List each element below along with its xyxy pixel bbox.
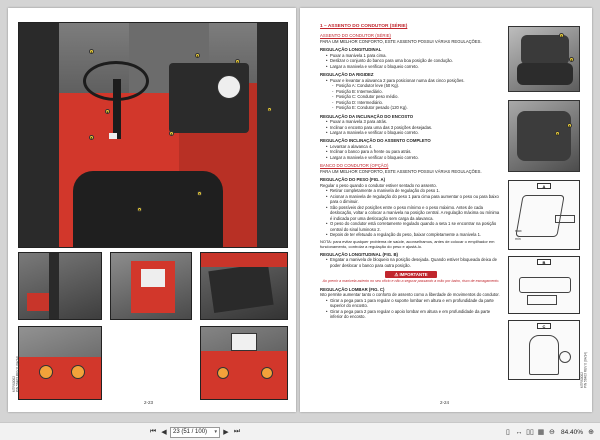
list-item: • Puxar e levantar a alavanca 2 para posicionar numa das cinco posições. [326,78,502,83]
block-list [326,53,502,69]
list-item: • Puxar a manivela 1 para cima. [326,53,502,58]
list-item: • Depois de ter efetuado a regulação do peso, baixar completamente a manivela 1. [326,232,502,237]
detail-photo-3 [200,252,288,320]
block-head: REGULAÇÃO LONGITUDINAL [320,47,382,53]
page-navigation [148,426,242,438]
figure-b [508,256,580,314]
figure-label-c: C [537,323,551,329]
next-page-button[interactable] [221,426,231,438]
detail-photo-5 [200,326,288,400]
callout-9: 9 [106,110,109,114]
list-item: - Posição E: Condutor pesado (120 Kg). [332,105,502,110]
fig-callout-2: 2 [570,58,573,62]
page-number-value: 23 (51 / 100) [173,429,208,435]
long-list [326,257,502,268]
list-item: • Largar a manivela e verificar o bloqueio correto. [326,130,502,135]
warning-text: Ao premir a manivela asiento no seu ofício e não a segurar passando a mão por baixo, risco de esmagamento. [322,278,500,283]
page-number-left: 2-23 [144,400,154,405]
figure-a [508,180,580,250]
zoom-in-icon: ⊕ [588,429,594,436]
sub-list [332,83,502,110]
list-item: • Girar a pega para 1 para regular o suporte lombar em altura e em profundidade da parte superior do encosto. [326,298,502,309]
last-page-icon: ⏭ [233,428,241,435]
two-page-view-button[interactable] [525,426,535,438]
long-head: REGULAÇÃO LONGITUDINAL (FIG. B) [320,251,398,257]
list-item: • Largar a manivela e verificar o bloqueio correto. [326,155,502,160]
seat-photo-2 [508,100,580,172]
callout-3: 3 [196,54,199,58]
side-code-left: MTRS0002 P/N 56403 REV 0 (04/14) [12,355,20,392]
list-item: • Deslizar o conjunto do banco para uma boa posição de condução. [326,58,502,63]
left-page [8,8,296,412]
figure-c [508,320,580,380]
callout-7: 7 [198,192,201,196]
view-tools [503,426,596,438]
subsection-serie: ASSENTO DO CONDUTOR (SÉRIE) [320,33,391,39]
single-page-icon: ▯ [506,429,510,436]
chevron-down-icon: ▼ [213,429,218,434]
lombar-list [326,298,502,320]
zoom-out-icon: ⊖ [549,429,555,436]
list-item: • Levantar a alavanca 4. [326,144,502,149]
callout-6: 6 [90,136,93,140]
right-page [300,8,592,412]
peso-intro: Regular o peso quando o condutor estiver sentado no assento. [320,182,437,188]
list-item: • Inclinar o banco para a frente ou para atrás. [326,149,502,154]
intro-serie: PARA UM MELHOR CONFORTO, ESTE ASSENTO POSSUI VÁRIAS REGULAÇÕES. [320,38,482,44]
list-item: • Retirar completamente a manivela de regulação do peso 1. [326,188,502,193]
callout-1: 1 [90,50,93,54]
subsection-opcao: BANCO DO CONDUTOR (OPÇÃO) [320,163,389,169]
peso-note: NOTA: para evitar qualquer problema de saúde, aconselhamos, antes de colocar o empilhador em funcionamento, controlar a regulação do peso e ajustá-lo. [320,238,495,249]
block-head: REGULAÇÃO DA RIGIDEZ [320,72,374,78]
list-item: • Puxar a manivela 3 para atrás. [326,119,502,124]
list-item: • Engatar a manivela de bloqueio na posição desejada. Quando estiver bloqueada deixa de poder deslocar o banco para outra posição. [326,257,502,268]
callout-4: 4 [170,132,173,136]
zoom-level[interactable]: 84.40% [560,428,583,436]
grid-icon: ▦ [537,429,545,436]
block-list [326,119,502,135]
important-badge: ⚠ IMPORTANTE [385,271,437,278]
block-head: REGULAÇÃO INCLINAÇÃO DO ASSENTO COMPLETO [320,138,431,144]
callout-2: 2 [236,60,239,64]
seat-photo-1 [508,26,580,92]
list-item: - Posição C: Condutor peso médio. [332,94,502,99]
first-page-icon: ⏮ [149,428,157,435]
side-code-right: MTRS0002 P/N 56403 REV 0 (04/14) [579,351,588,388]
single-page-view-button[interactable] [503,426,513,438]
lombar-head: REGULAÇÃO LOMBAR (FIG. C) [320,286,385,292]
list-item: • Girar a pega para 2 para regular o apoio lombar em altura e em profundidade da parte inferior do encosto. [326,309,502,320]
intro-opcao: PARA UM MELHOR CONFORTO, ESTE ASSENTO POSSUI VÁRIAS REGULAÇÕES. [320,168,482,174]
list-item: - Posição A: Condutor leve (50 Kg). [332,83,502,88]
list-item: • Largar a manivela e verificar o bloqueio correto. [326,64,502,69]
list-item: • Acionar a manivela de regulação do peso 1 para cima para aumentar o peso ou para baixo para o diminuir. [326,194,502,205]
list-item: • São possíveis dez posições entre o peso mínimo e o peso máximo. Antes de cada deslocação, voltar a colocar a manivela na posição central. A regulação máxima ou mínima é indicada por uma deslocação sem carga da alavanca. [326,205,502,221]
grid-view-button[interactable] [536,426,546,438]
fig-callout-1: 1 [560,34,563,38]
list-item: • Inclinar o encosto para uma das 3 posições desejadas. [326,125,502,130]
block-list [326,144,502,160]
callout-5: 5 [268,108,271,112]
detail-photo-1 [18,252,102,320]
fit-width-button[interactable] [514,426,524,438]
viewer-toolbar [0,422,600,440]
page-number-right: 2-24 [440,400,450,405]
list-item: - Posição D: Intermediário. [332,100,502,105]
detail-photo-2 [110,252,192,320]
fit-width-icon: ↔ [515,428,523,436]
next-page-icon: ▶ [223,429,229,436]
peso-list [326,188,502,237]
fig-text-min: min [515,237,521,241]
text-column [320,24,502,319]
lombar-intro: Isto permite aumentar tanto o conforto de assento como a liberdade de movimentos do condutor. [320,292,500,298]
zoom-in-button[interactable] [586,426,596,438]
fig-text-max: max [515,229,522,233]
prev-page-icon: ◀ [161,429,167,436]
figure-label-b: B [537,259,551,265]
forklift-cabin-photo [18,22,288,248]
detail-photo-4 [18,326,102,400]
figure-label-a: A [537,183,551,189]
important-label: IMPORTANTE [399,271,428,277]
section-title: 1 – ASSENTO DO CONDUTOR (SÉRIE) [320,24,408,29]
zoom-out-button[interactable] [547,426,557,438]
two-page-icon: ▯▯ [526,429,534,436]
block-head: REGULAÇÃO DA INCLINAÇÃO DO ENCOSTO [320,113,414,119]
fig-callout-3: 3 [556,132,559,136]
peso-head: REGULAÇÃO DO PESO (FIG. A) [320,177,386,183]
last-page-button[interactable] [232,426,242,438]
page-number-field[interactable] [170,427,220,438]
list-item: • O peso do condutor está corretamente regulado quando a seta 1 se encontrar na posição central do sinal luminoso 2. [326,221,502,232]
fig-callout-4: 4 [568,124,571,128]
callout-8: 8 [138,208,141,212]
prev-page-button[interactable] [159,426,169,438]
list-item: - Posição B: Intermediário. [332,89,502,94]
first-page-button[interactable] [148,426,158,438]
